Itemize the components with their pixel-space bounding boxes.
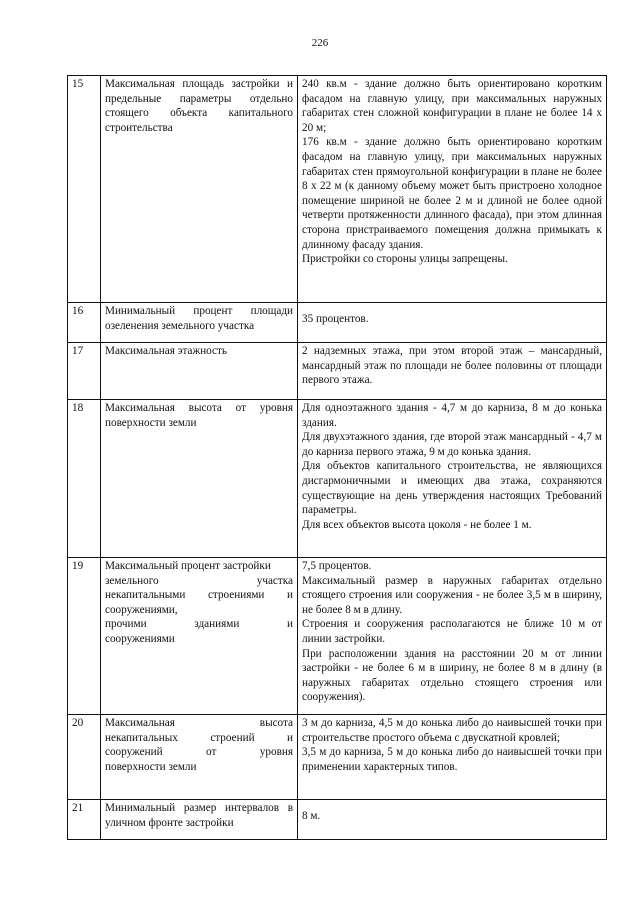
value-paragraph: 240 кв.м - здание должно быть ориентировано коротким фасадом на главную улицу, при максимальных наружных габаритах стен сложной конфигурации в плане не более 14 х 20 м; — [302, 78, 602, 134]
table-row — [68, 400, 607, 558]
parameter-name: Максимальная этажность — [101, 343, 298, 400]
name-line: сооружениями — [105, 632, 175, 645]
row-number: 20 — [68, 715, 101, 800]
name-line: некапитальных строений и — [105, 731, 293, 744]
parameter-value — [298, 715, 607, 800]
value-paragraph: 7,5 процентов. — [302, 560, 372, 572]
value-paragraph: Для всех объектов высота цоколя - не более 1 м. — [302, 518, 532, 531]
name-line: прочими зданиями и — [105, 618, 293, 631]
value-paragraph: 35 процентов. — [302, 313, 369, 325]
table-row — [68, 303, 607, 343]
value-paragraph: Строения и сооружения располагаются не ближе 10 м от линии застройки. — [302, 618, 602, 645]
table-row — [68, 715, 607, 800]
name-line: Максимальная высота — [105, 717, 293, 729]
page-number: 226 — [311, 37, 329, 49]
name-line: земельного участка — [105, 574, 293, 587]
row-number: 15 — [68, 76, 101, 303]
name-line: поверхности земли — [105, 760, 197, 773]
value-paragraph: 3,5 м до карниза, 5 м до конька либо до наивысшей точки при применении характерных типов. — [302, 746, 602, 773]
value-paragraph: Максимальный размер в наружных габаритах отдельно стоящего строения или сооружения - не более 3,5 м в ширину, не более 8 м в длину. — [302, 574, 602, 616]
parameter-name: Максимальная площадь застройки и предельные параметры отдельно стоящего объекта капитального строительства — [101, 76, 298, 303]
value-paragraph: 2 надземных этажа, при этом второй этаж – мансардный, мансардный этаж по площади не более половины от площади первого этажа. — [302, 345, 602, 387]
row-number: 16 — [68, 303, 101, 343]
value-paragraph: 3 м до карниза, 4,5 м до конька либо до наивысшей точки при строительстве простого объема с двускатной кровлей; — [302, 717, 602, 744]
row-number: 18 — [68, 400, 101, 558]
table-row — [68, 76, 607, 303]
parameter-name — [101, 715, 298, 800]
parameter-name: Минимальный процент площади озеленения земельного участка — [101, 303, 298, 343]
name-line: сооружениями, — [105, 603, 178, 616]
value-paragraph: Пристройки со стороны улицы запрещены. — [302, 253, 508, 266]
parameter-value — [298, 800, 607, 840]
parameter-name — [101, 558, 298, 715]
parameter-name: Максимальная высота от уровня поверхности земли — [101, 400, 298, 558]
value-paragraph: 8 м. — [302, 810, 321, 822]
requirements-table — [67, 75, 607, 840]
parameter-value — [298, 303, 607, 343]
name-line: некапитальными строениями и — [105, 589, 293, 602]
parameter-value — [298, 343, 607, 400]
row-number: 19 — [68, 558, 101, 715]
table-row — [68, 343, 607, 400]
table-row — [68, 558, 607, 715]
row-number: 21 — [68, 800, 101, 840]
parameter-name: Минимальный размер интервалов в уличном фронте застройки — [101, 800, 298, 840]
value-paragraph: При расположении здания на расстоянии 20 м от линии застройки - не более 6 м в ширину, не более 8 м в длину (в наружных габаритах отдельно стоящего строения или сооружения). — [302, 647, 602, 704]
parameter-value — [298, 76, 607, 303]
name-line: Максимальный процент застройки — [105, 560, 271, 572]
value-paragraph: 176 кв.м - здание должно быть ориентировано коротким фасадом на главную улицу, при максимальных наружных габаритах стен прямоугольной конфигурации в плане не более 8 х 22 м (к данному объему может быть пристроено холодное помещение шириной не более 2 м и длиной не более одной четверти протяженности длинного фасада), при этом длинная сторона пристраиваемого помещения должна примыкать к длинному фасаду здания. — [302, 136, 602, 251]
value-paragraph: Для двухэтажного здания, где второй этаж мансардный - 4,7 м до карниза первого этажа, 9 м до конька здания. — [302, 431, 602, 458]
name-line: сооружений от уровня — [105, 746, 293, 759]
value-paragraph: Для объектов капитального строительства, не являющихся дисгармоничными и имеющих два этажа, сохраняются существующие на день утверждения настоящих Требований параметры. — [302, 460, 602, 517]
table-row — [68, 800, 607, 840]
parameter-value — [298, 400, 607, 558]
parameter-value — [298, 558, 607, 715]
value-paragraph: Для одноэтажного здания - 4,7 м до карниза, 8 м до конька здания. — [302, 402, 602, 429]
row-number: 17 — [68, 343, 101, 400]
